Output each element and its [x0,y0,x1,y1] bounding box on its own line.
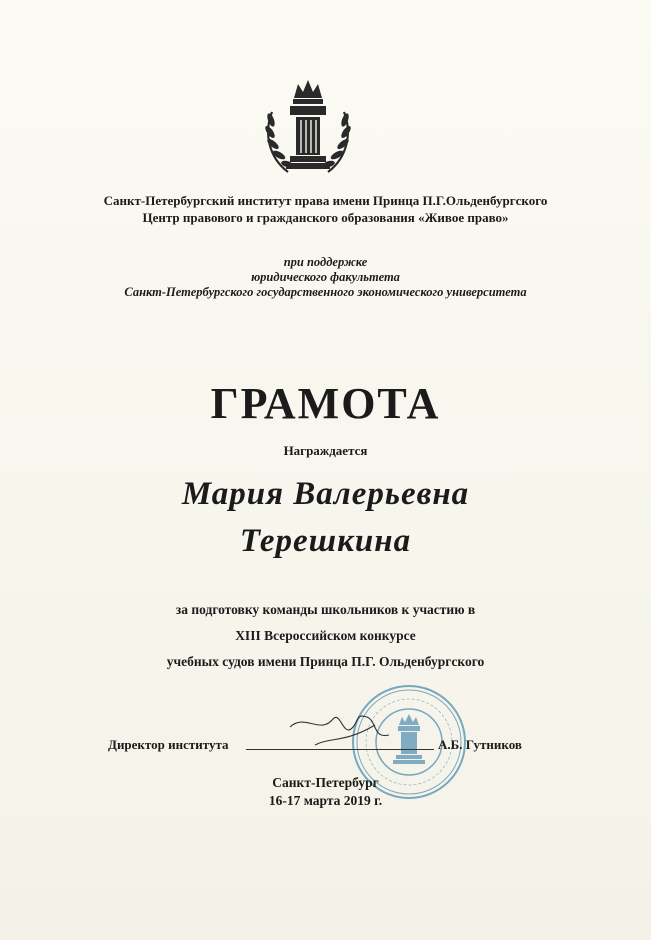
recipient-name-line-1: Мария Валерьевна [181,476,470,512]
support-line-1: при поддержке [283,255,368,269]
award-reason [0,597,651,675]
reason-line-1: за подготовку команды школьников к участию в [175,602,476,617]
city: Санкт-Петербург [272,775,379,790]
awarded-text: Награждается [283,443,368,458]
director-name: А.Б. Гутников [438,737,522,752]
support-block [0,255,651,300]
recipient-name-line-2: Терешкина [239,523,412,559]
center-name: Центр правового и гражданского образования «Живое право» [142,210,509,225]
column-crown-laurel-emblem-icon [258,72,358,180]
event-date: 16-17 марта 2019 г. [268,793,383,808]
certificate-title: ГРАМОТА [210,379,441,428]
reason-line-3: учебных судов имени Принца П.Г. Ольденбургского [166,654,485,669]
support-line-3: Санкт-Петербургского государственного экономического университета [124,285,527,299]
institute-name: Санкт-Петербургский институт права имени Принца П.Г.Ольденбургского [103,193,548,208]
support-line-2: юридического факультета [251,270,400,284]
organization-header [0,192,651,226]
director-title: Директор института [108,737,229,752]
signature-row [108,737,548,757]
signature-line [246,749,434,750]
reason-line-2: XIII Всероссийском конкурсе [235,628,416,643]
